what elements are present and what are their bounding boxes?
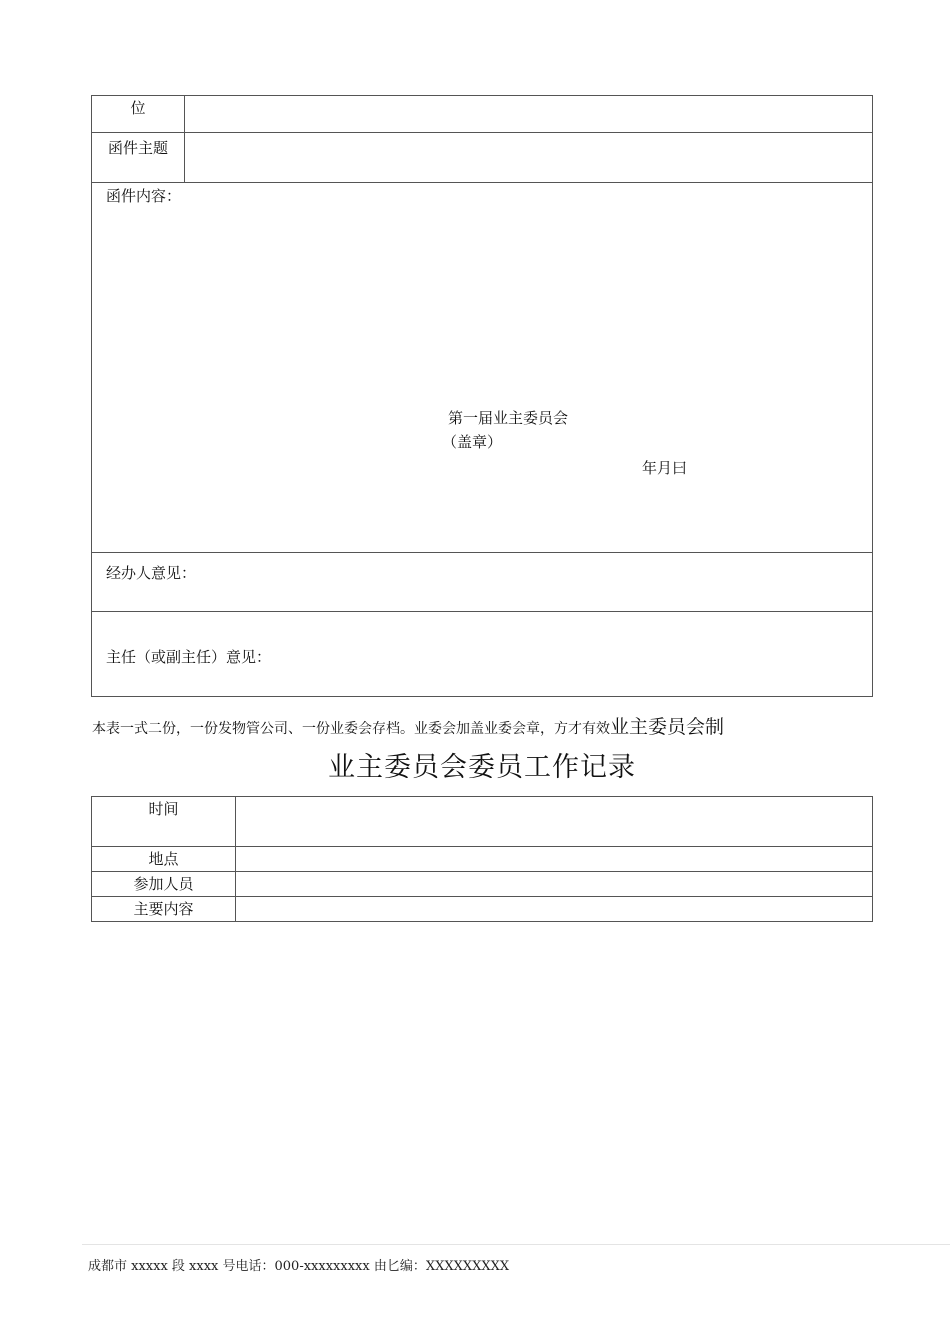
unit-label: 位 bbox=[130, 99, 146, 117]
signature-seal: （盖章） bbox=[442, 433, 503, 451]
unit-row bbox=[92, 96, 873, 133]
record-value-participants[interactable] bbox=[236, 872, 873, 897]
record-value-place[interactable] bbox=[236, 847, 873, 872]
record-label-cell bbox=[92, 847, 236, 872]
subject-label: 函件主题 bbox=[107, 139, 168, 157]
form-note bbox=[92, 712, 724, 739]
note-text: 本表一式二份，一份发物管公司、一份业委会存档。业委会加盖业委会章，方才有效 bbox=[92, 721, 610, 737]
content-row bbox=[92, 183, 873, 553]
record-label-content: 主要内容 bbox=[133, 900, 194, 918]
footer-address: 成都市 xxxxx 段 xxxx 号电话：000-xxxxxxxxx 由匕编：XXXXXXXXX bbox=[88, 1259, 510, 1274]
signature-date: 年月曰 bbox=[642, 459, 688, 477]
record-title: 业主委员会委员工作记录 bbox=[328, 752, 636, 783]
director-opinion-cell[interactable] bbox=[92, 612, 873, 697]
record-row-content bbox=[92, 897, 873, 922]
handler-opinion-row bbox=[92, 553, 873, 612]
record-row-place bbox=[92, 847, 873, 872]
content-cell[interactable] bbox=[92, 183, 873, 553]
handler-opinion-label: 经办人意见： bbox=[106, 564, 197, 582]
record-label-cell bbox=[92, 897, 236, 922]
unit-value-cell[interactable] bbox=[185, 96, 873, 133]
record-label-place: 地点 bbox=[148, 850, 179, 868]
record-label-cell bbox=[92, 797, 236, 847]
director-opinion-row bbox=[92, 612, 873, 697]
subject-row bbox=[92, 133, 873, 183]
content-label: 函件内容： bbox=[106, 187, 182, 205]
record-value-content[interactable] bbox=[236, 897, 873, 922]
director-opinion-label: 主任（或副主任）意见： bbox=[106, 648, 272, 666]
work-record-table bbox=[91, 796, 873, 922]
record-row-time bbox=[92, 797, 873, 847]
record-label-participants: 参加人员 bbox=[133, 875, 194, 893]
unit-label-cell bbox=[92, 96, 185, 133]
record-row-participants bbox=[92, 872, 873, 897]
letter-form-table bbox=[91, 95, 873, 697]
note-maker: 业主委员会制 bbox=[610, 716, 725, 738]
handler-opinion-cell[interactable] bbox=[92, 553, 873, 612]
record-label-time: 时间 bbox=[148, 800, 179, 818]
footer-divider bbox=[82, 1244, 950, 1245]
record-label-cell bbox=[92, 872, 236, 897]
subject-label-cell bbox=[92, 133, 185, 183]
subject-value-cell[interactable] bbox=[185, 133, 873, 183]
record-value-time[interactable] bbox=[236, 797, 873, 847]
signature-committee: 第一届业主委员会 bbox=[448, 409, 569, 427]
